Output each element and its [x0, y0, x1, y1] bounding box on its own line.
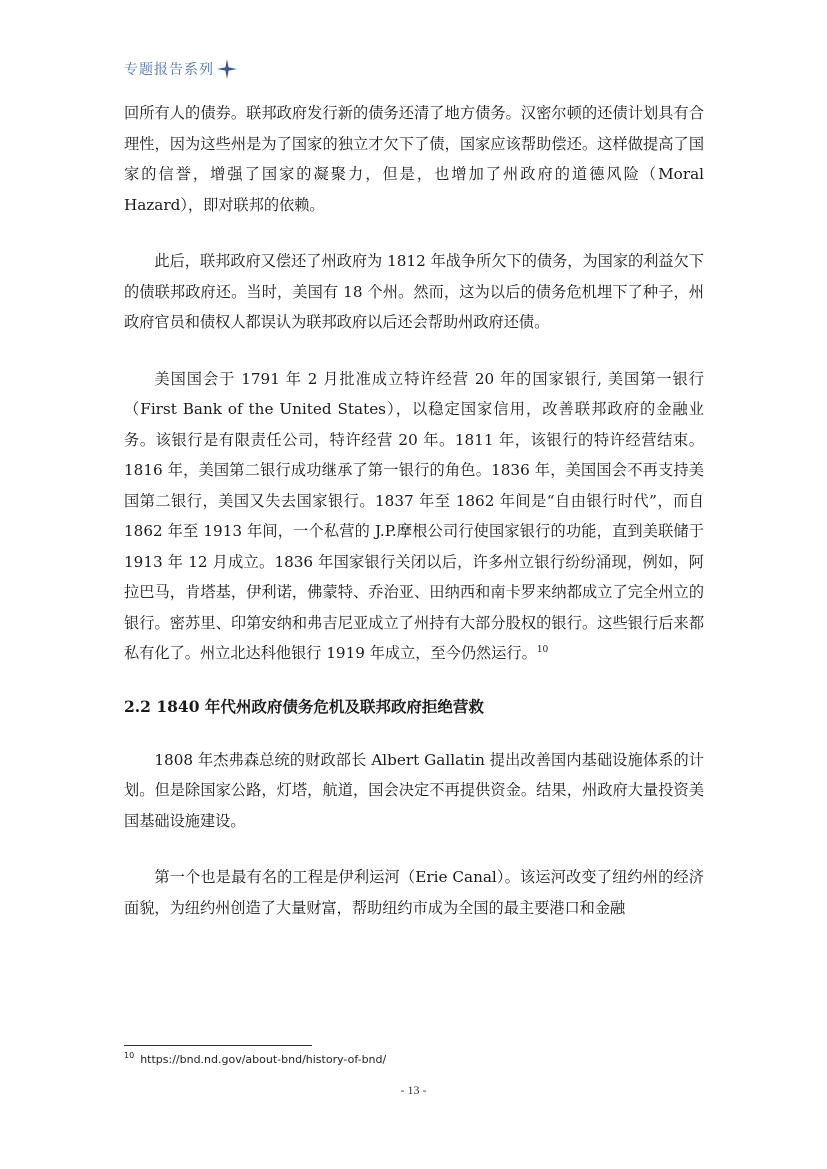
paragraph-gallatin-plan: 1808 年杰弗森总统的财政部长 Albert Gallatin 提出改善国内基础设施体系的计划。但是除国家公路，灯塔，航道，国会决定不再提供资金。结果，州政府大量投资美国基础设施建设。 — [124, 750, 704, 830]
paragraph-continued: 回所有人的债券。联邦政府发行新的债务还清了地方债务。汉密尔顿的还债计划具有合理性，因为这些州是为了国家的独立才欠下了债，国家应该帮助偿还。这样做提高了国家的信誉，增强了国家的凝聚力，但是，也增加了州政府的道德风险（Moral Hazard），即对联邦的依赖。 — [124, 104, 704, 214]
paragraph-national-bank-text: 美国国会于 1791 年 2 月批准成立特许经营 20 年的国家银行, 美国第一银行（First Bank of the United States），以稳定国家信用，改善联邦政府的金融业务。该银行是有限责任公司，特许经营 20 年。1811 年，该银行的特许经营结束。1816 年，美国第二银行成功继承了第一银行的角色。1836 年，美国国会不再支持美国第二银行，美国又失去国家银行。1837 年至 1862 年间是“自由银行时代”，而自 1862 年至 1913 年间，一个私营的 J.P.摩根公司行使国家银行的功能，直到美联储于 1913 年 12 月成立。1836 年国家银行关闭以后，许多州立银行纷纷涌现，例如，阿拉巴马，肯塔基，伊利诺，佛蒙特、乔治亚、田纳西和南卡罗来纳都成立了完全州立的银行。密苏里、印第安纳和弗吉尼亚成立了州持有大部分股权的银行。这些银行后来都私有化了。州立北达科他银行 1919 年成立，至今仍然运行。 — [124, 369, 704, 662]
section-heading: 2.2 1840 年代州政府债务危机及联邦政府拒绝营救 — [124, 696, 484, 716]
page-body — [124, 98, 704, 923]
running-header — [124, 58, 237, 80]
footnote-divider — [124, 1045, 312, 1046]
paragraph-erie-canal: 第一个也是最有名的工程是伊利运河（Erie Canal）。该运河改变了纽约州的经济面貌，为纽约州创造了大量财富，帮助纽约市成为全国的最主要港口和金融 — [124, 868, 704, 917]
series-title: 专题报告系列 — [124, 62, 214, 78]
page-number: - 13 - — [400, 1083, 427, 1097]
footnote-link[interactable]: https://bnd.nd.gov/about-bnd/history-of-bnd/ — [140, 1053, 387, 1066]
footnote-number: 10 — [124, 1051, 135, 1061]
paragraph-1812-war-debt: 此后，联邦政府又偿还了州政府为 1812 年战争所欠下的债务，为国家的利益欠下的债联邦政府还。当时，美国有 18 个州。然而，这为以后的债务危机埋下了种子，州政府官员和债权人都误认为联邦政府以后还会帮助州政府还债。 — [124, 252, 704, 331]
footnote-reference[interactable]: 10 — [536, 644, 549, 655]
paragraph-national-bank — [124, 364, 704, 669]
four-point-star-icon — [217, 59, 237, 79]
footnote — [124, 1053, 386, 1066]
